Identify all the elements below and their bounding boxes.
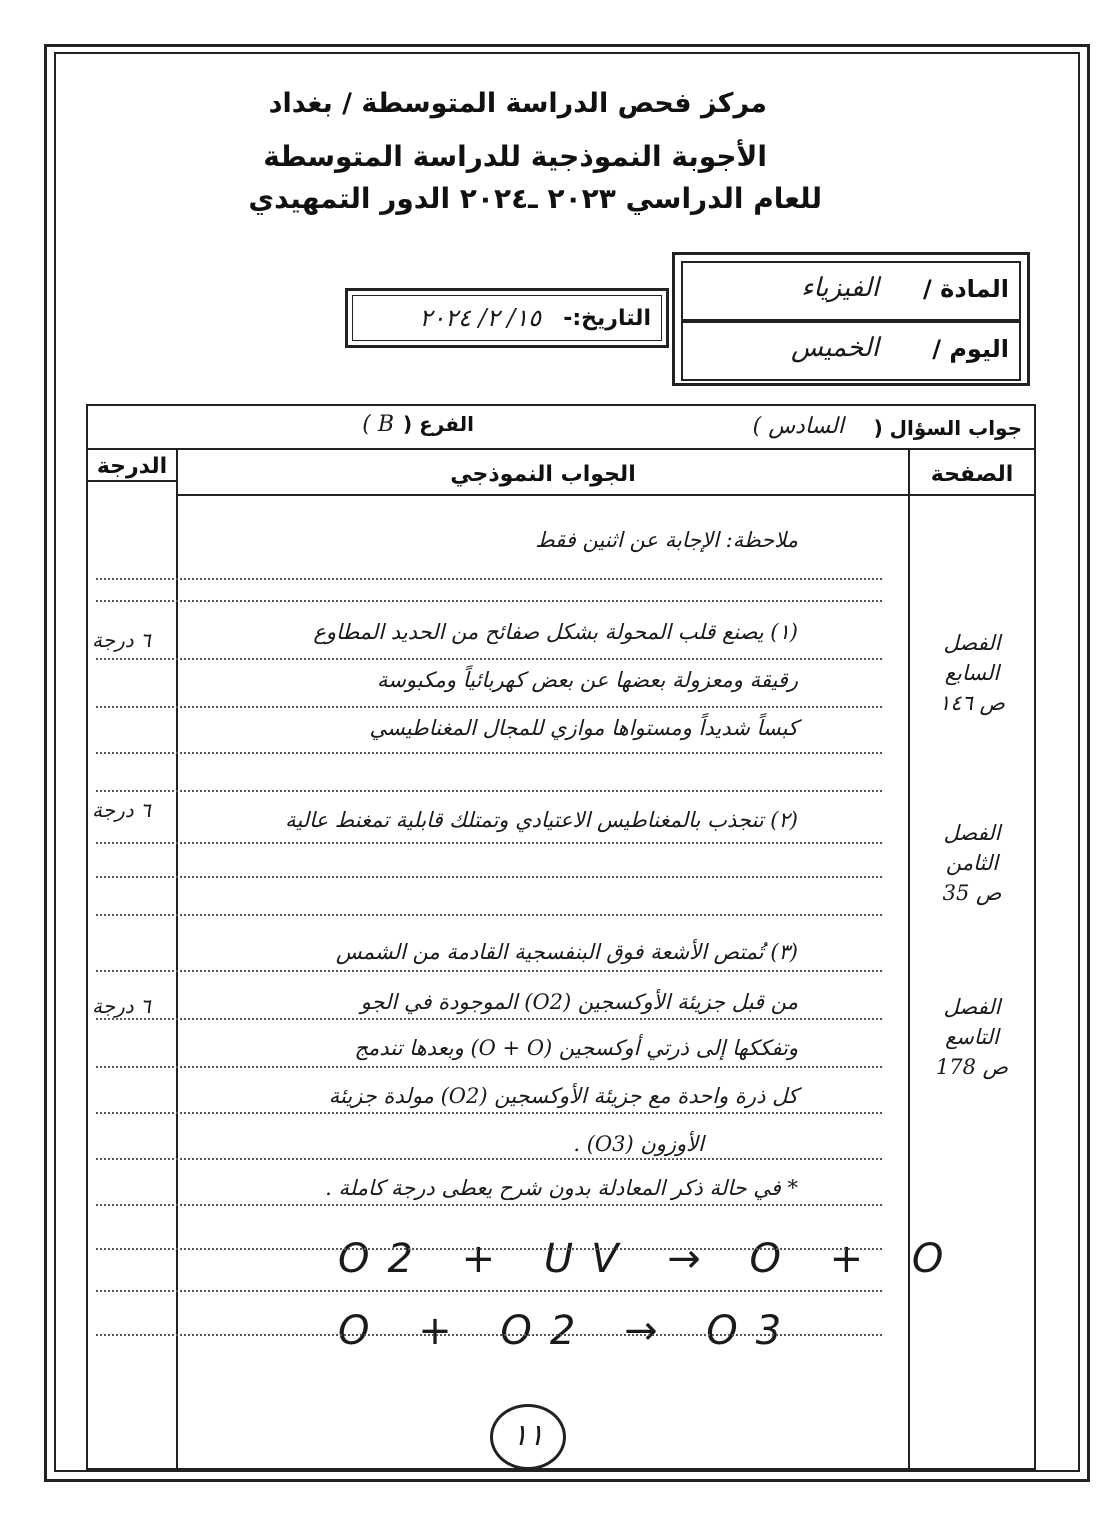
note-text: ملاحظة: الإجابة عن اثنين فقط: [535, 528, 798, 552]
ruled-line: [96, 876, 882, 878]
answer-1-line-3: كبساً شديداً ومستواها موازي للمجال المغناطيسي: [369, 716, 798, 740]
ruled-line: [96, 1066, 882, 1068]
ref-2-number: الثامن: [945, 851, 999, 875]
ref-3-chapter: الفصل: [943, 995, 1001, 1019]
subject-day-box: [672, 252, 1030, 386]
branch-value: B ): [362, 412, 394, 437]
ruled-line: [96, 1018, 882, 1020]
answer-3-line-5: الأوزون (O3) .: [573, 1132, 704, 1156]
day-label: اليوم /: [932, 335, 1009, 363]
answer-3-line-2: من قبل جزيئة الأوكسجين (O2) الموجودة في الجو: [360, 990, 798, 1014]
day-row: [681, 321, 1021, 381]
ruled-line: [96, 658, 882, 660]
date-value: ١٥/ ٢/ ٢٠٢٤: [419, 304, 541, 332]
grade-header-separator: [88, 480, 176, 482]
ref-3-number: التاسع: [945, 1025, 999, 1049]
answer-2-grade: ٦ درجة: [92, 798, 151, 822]
ruled-line: [96, 752, 882, 754]
ref-1-number: السابع: [944, 661, 1000, 685]
subject-row: [681, 261, 1021, 321]
answer-3-grade: ٦ درجة: [92, 994, 151, 1018]
question-value: السادس ): [752, 414, 844, 439]
branch-label: الفرع (: [403, 412, 474, 436]
header-separator: [178, 494, 1034, 496]
academic-year: للعام الدراسي ٢٠٢٣ ـ٢٠٢٤ الدور التمهيدي: [248, 182, 822, 215]
answer-3-line-1: (٣) تُمتص الأشعة فوق البنفسجية القادمة من الشمس: [335, 940, 798, 964]
ref-2-page: ص 35: [942, 881, 1002, 905]
answer-3-line-3: وتفككها إلى ذرتي أوكسجين (O + O) وبعدها تندمج: [354, 1036, 798, 1060]
ruled-line: [96, 600, 882, 602]
day-value: الخميس: [791, 333, 879, 363]
page-number: ١١: [490, 1404, 566, 1470]
ruled-line: [96, 1334, 882, 1336]
ref-2-chapter: الفصل: [943, 821, 1001, 845]
ruled-line: [96, 1290, 882, 1292]
ref-1-chapter: الفصل: [943, 631, 1001, 655]
subject-label: المادة /: [923, 275, 1009, 303]
answer-column-header: الجواب النموذجي: [450, 462, 636, 487]
doc-title: الأجوبة النموذجية للدراسة المتوسطة: [263, 140, 767, 173]
answer-1-line-1: (١) يصنع قلب المحولة بشكل صفائح من الحديد المطاوع: [313, 620, 798, 644]
date-box: [345, 288, 669, 348]
equation-1: O2 + UV → O + O: [338, 1236, 962, 1282]
date-label: التاريخ:-: [563, 306, 651, 331]
answer-1-reference: [910, 628, 1034, 718]
ruled-line: [96, 842, 882, 844]
question-label: جواب السؤال (: [873, 416, 1022, 440]
answer-2-reference: [910, 818, 1034, 908]
ruled-line: [96, 1204, 882, 1206]
ruled-line: [96, 578, 882, 580]
ruled-line: [96, 914, 882, 916]
answer-3-reference: [910, 992, 1034, 1082]
equation-2: O + O2 → O3: [338, 1308, 800, 1354]
ref-3-page: ص 178: [935, 1055, 1009, 1079]
ruled-line: [96, 1112, 882, 1114]
question-row: [88, 406, 1034, 450]
ruled-line: [96, 1158, 882, 1160]
answer-3-line-4: كل ذرة واحدة مع جزيئة الأوكسجين (O2) مولدة جزيئة: [328, 1084, 798, 1108]
ref-1-page: ص ١٤٦: [939, 691, 1005, 715]
ruled-line: [96, 706, 882, 708]
page-column-divider: [908, 448, 910, 1468]
subject-value: الفيزياء: [801, 273, 879, 303]
answer-table: [86, 404, 1036, 1470]
ruled-line: [96, 970, 882, 972]
ruled-line: [96, 1248, 882, 1250]
grade-column-header: الدرجة: [96, 454, 168, 479]
center-title: مركز فحص الدراسة المتوسطة / بغداد: [268, 88, 767, 119]
ruled-line: [96, 790, 882, 792]
answer-3-note: * في حالة ذكر المعادلة بدون شرح يعطى درجة كاملة .: [325, 1176, 798, 1200]
answer-1-line-2: رقيقة ومعزولة بعضها عن بعض كهربائياً ومكبوسة: [377, 668, 798, 692]
page-column-header: الصفحة: [930, 462, 1014, 487]
answer-2-line-1: (٢) تنجذب بالمغناطيس الاعتيادي وتمتلك قابلية تمغنط عالية: [285, 808, 798, 832]
answer-1-grade: ٦ درجة: [92, 628, 151, 652]
